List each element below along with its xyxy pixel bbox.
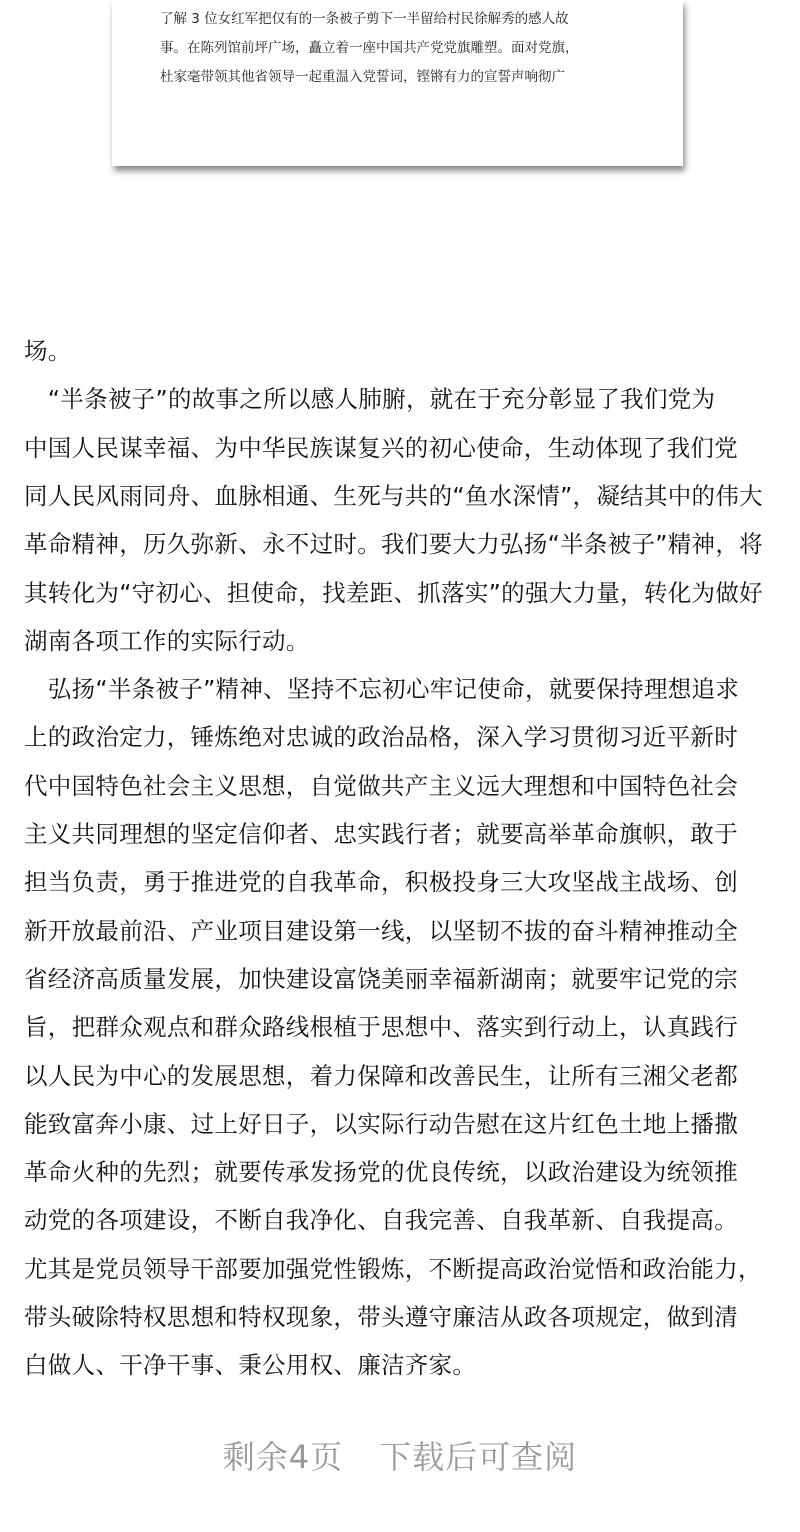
paragraph-line: 省经济高质量发展，加快建设富饶美丽幸福新湖南；就要牢记党的宗	[24, 964, 738, 993]
download-to-view[interactable]: 下载后可查阅	[379, 1438, 578, 1476]
paragraph-line: 上的政治定力，锤炼绝对忠诚的政治品格，深入学习贯彻习近平新时	[24, 723, 738, 752]
paragraph-line: 革命精神，历久弥新、永不过时。我们要大力弘扬“半条被子”精神，将	[24, 530, 763, 559]
paragraph-line: 同人民风雨同舟、血脉相通、生死与共的“鱼水深情”，凝结其中的伟大	[24, 481, 763, 510]
paragraph-line: 带头破除特权思想和特权现象，带头遵守廉洁从政各项规定，做到清	[24, 1303, 738, 1331]
excerpt-page-card	[112, 0, 683, 166]
paragraph-line: 其转化为“守初心、担使命，找差距、抓落实”的强大力量，转化为做好	[24, 578, 763, 607]
paragraph-line: 新开放最前沿、产业项目建设第一线，以坚韧不拔的奋斗精神推动全	[24, 916, 738, 945]
paragraph-line: 场。	[24, 337, 72, 365]
paragraph-line: 主义共同理想的坚定信仰者、忠实践行者；就要高举革命旗帜，敢于	[24, 820, 738, 848]
excerpt-line: 了解 3 位女红军把仅有的一条被子剪下一半留给村民徐解秀的感人故	[160, 11, 569, 27]
paragraph-line: 尤其是党员领导干部要加强党性锻炼，不断提高政治觉悟和政治能力，	[24, 1254, 762, 1283]
paragraph-line: 以人民为中心的发展思想，着力保障和改善民生，让所有三湘父老都	[24, 1061, 738, 1090]
paragraph-line: 湖南各项工作的实际行动。	[24, 626, 310, 655]
download-prompt[interactable]	[0, 1432, 800, 1478]
paragraph-line: 中国人民谋幸福、为中华民族谋复兴的初心使命，生动体现了我们党	[24, 433, 738, 462]
paragraph-line: “半条被子”的故事之所以感人肺腑，就在于充分彰显了我们党为	[24, 385, 716, 414]
excerpt-line: 杜家毫带领其他省领导一起重温入党誓词，铿锵有力的宣誓声响彻广	[160, 69, 565, 85]
remaining-pages: 剩余4页	[222, 1438, 344, 1476]
paragraph-line: 代中国特色社会主义思想，自觉做共产主义远大理想和中国特色社会	[24, 771, 738, 800]
paragraph-line: 旨，把群众观点和群众路线根植于思想中、落实到行动上，认真践行	[24, 1013, 738, 1042]
paragraph-line: 弘扬“半条被子”精神、坚持不忘初心牢记使命，就要保持理想追求	[24, 675, 740, 704]
paragraph-line: 革命火种的先烈；就要传承发扬党的优良传统，以政治建设为统领推	[24, 1158, 738, 1187]
excerpt-line: 事。在陈列馆前坪广场，矗立着一座中国共产党党旗雕塑。面对党旗，	[160, 40, 579, 56]
paragraph-line: 能致富奔小康、过上好日子，以实际行动告慰在这片红色土地上播撒	[24, 1109, 738, 1138]
paragraph-line: 动党的各项建设，不断自我净化、自我完善、自我革新、自我提高。	[24, 1206, 738, 1235]
paragraph-line: 白做人、干净干事、秉公用权、廉洁齐家。	[24, 1351, 477, 1380]
paragraph-line: 担当负责，勇于推进党的自我革命，积极投身三大攻坚战主战场、创	[24, 868, 738, 897]
